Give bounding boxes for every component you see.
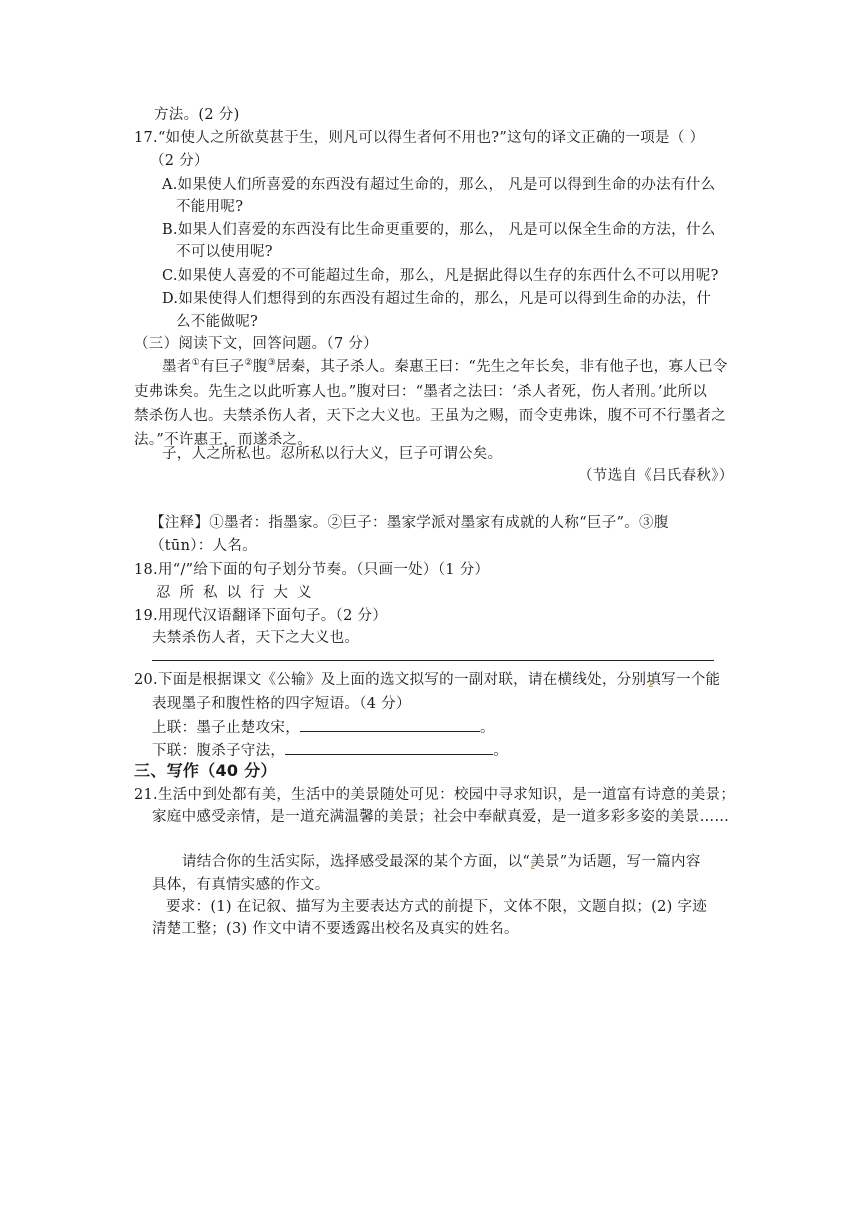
notes-line-2: （tūn）：人名。 [150,538,257,554]
q17-option-b-cont: 不可以使用呢? [176,244,273,260]
note-ref-1: ① [191,358,200,368]
passage-text: 有巨子 [199,359,245,375]
q17-option-b: B.如果人们喜爱的东西没有比生命更重要的，那么， 凡是可以保全生命的方法，什么 [162,222,716,238]
q19-answer-line[interactable] [152,660,714,661]
q21-req-1: 要求：(1) 在记叙、描写为主要表达方式的前提下，文体不限，文题自拟；(2) 字迹 [166,899,708,915]
passage-text: 居秦，其子杀人。秦惠王曰：“先生之年长矣，非有他子也，寡人已令 [275,359,728,375]
couplet-lower-label: 下联：腹杀子守法， [152,743,286,759]
couplet-upper-label: 上联：墨子止楚攻宋， [152,720,300,736]
q21-line-2: 家庭中感受亲情，是一道充满温馨的美景；社会中奉献真爱，是一道多彩多姿的美景…… [152,809,730,825]
couplet-lower-end: 。 [493,743,509,759]
section3-header: （三）阅读下文，回答问题。（7 分） [134,336,378,352]
top-line: 方法。(2 分) [154,107,240,123]
q20-line-2: 表现墨子和腹性格的四字短语。（4 分） [152,696,411,712]
couplet-upper-blank[interactable] [300,717,480,732]
passage-text: 墨者 [162,359,192,375]
q17-option-a-cont: 不能用呢? [176,199,244,215]
notes-line-1: 【注释】①墨者：指墨家。②巨子：墨家学派对墨家有成就的人称“巨子”。③腹 [150,515,669,531]
q19-stem: 19.用现代汉语翻译下面句子。（2 分） [134,608,388,624]
passage-line-1 [162,357,728,377]
passage-line-3: 禁杀伤人也。夫禁杀伤人者，天下之大义也。王虽为之赐，而令吏弗诛，腹不可不行墨者之 [134,408,726,424]
passage-source: （节选自《吕氏春秋》） [578,468,734,484]
q17-option-c: C.如果使人喜爱的不可能超过生命，那么，凡是据此得以生存的东西什么不可以用呢? [162,268,719,284]
passage-line-5: 子，人之所私也。忍所私以行大义，巨子可谓公矣。 [162,446,503,462]
q21-line-1: 21.生活中到处都有美，生活中的美景随处可见：校园中寻求知识，是一道富有诗意的美景； [134,787,736,803]
note-ref-2: ② [244,358,253,368]
couplet-lower-blank[interactable] [285,740,493,755]
note-ref-3: ③ [267,358,276,368]
passage-line-4: 法。”不许惠王，而遂杀之。 [134,432,313,448]
passage-line-2: 吏弗诛矣。先生之以此听寡人也。”腹对曰：“墨者之法曰：‘杀人者死，伤人者刑。’此所以 [134,384,708,400]
q19-sentence: 夫禁杀伤人者，天下之大义也。 [152,630,360,646]
q17-option-a: A.如果使人们所喜爱的东西没有超过生命的，那么， 凡是可以得到生命的办法有什么 [162,177,716,193]
q17-option-d-cont: 么不能做呢? [176,314,259,330]
passage-text: 腹 [252,359,268,375]
couplet-lower [152,740,508,761]
couplet-upper-end: 。 [480,720,495,736]
q21-prompt-2: 具体，有真情实感的作文。 [152,877,330,893]
q21-prompt-1: 请结合你的生活实际，选择感受最深的某个方面，以“美景”为话题，写一篇内容 [182,854,701,870]
q18-stem: 18.用“/”给下面的句子划分节奏。（只画一处）（1 分） [134,562,490,578]
q20-line-1: 20.下面是根据课文《公输》及上面的选文拟写的一副对联，请在横线处，分别填写一个能 [134,672,721,688]
q21-req-2: 清楚工整；(3) 作文中请不要透露出校名及真实的姓名。 [152,921,519,937]
q17-option-d: D.如果使得人们想得到的东西没有超过生命的，那么，凡是可以得到生命的办法，什 [162,291,712,307]
couplet-upper [152,717,495,738]
q18-sentence: 忍所私以行大义 [156,585,321,601]
part3-heading: 三、写作（40 分） [134,761,277,780]
q17-score: （2 分） [150,153,209,169]
q17-stem: 17.“如使人之所欲莫甚于生，则凡可以得生者何不用也?”这句的译文正确的一项是（ ） [134,130,705,146]
